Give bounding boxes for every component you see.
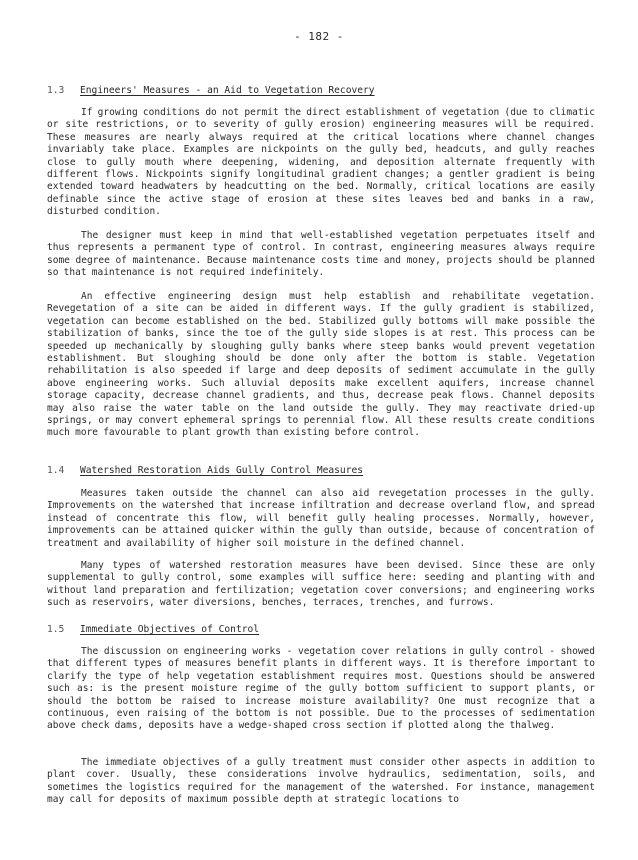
section-heading-1-4 [47,465,363,476]
section-number: 1.4 [47,465,65,476]
section-heading-1-3 [47,85,375,96]
paragraph: The discussion on engineering works - vegetation cover relations in gully control - showed that different types of measures benefit plants in different ways. It is therefore important to clarify the type of help vegetation establishment requires most. Questions should be answered such as: is the present moisture regime of the gully bottom sufficient to support plants, or should the bottom be raised to increase moisture availability? One must recognize that a continuous, even raising of the bottom is not possible. Due to the processes of sedimentation above check dams, deposits have a wedge-shaped cross section if plotted along the thalweg. [47,646,595,732]
section-title: Engineers' Measures - an Aid to Vegetation Recovery [80,85,375,96]
page-number: - 182 - [294,30,344,43]
paragraph: Many types of watershed restoration measures have been devised. Since these are only supplemental to gully control, some examples will suffice here: seeding and planting with and without land preparation and fertilization; vegetation cover conversions; and engineering works such as reservoirs, water diversions, benches, terraces, trenches, and furrows. [47,560,595,609]
paragraph: If growing conditions do not permit the direct establishment of vegetation (due to climatic or site restrictions, or to severity of gully erosion) engineering measures will be required. These measures are nearly always required at the critical locations where channel changes invariably take place. Examples are nickpoints on the gully bed, headcuts, and gully reaches close to gully mouth where deepening, widening, and deposition alternate frequently with different flows. Nickpoints signify longitudinal gradient changes; a gentler gradient is being extended toward headwaters by headcutting on the bed. Normally, critical locations are easily definable since the active stage of erosion at these sites leaves bed and banks in a raw, disturbed condition. [47,107,595,218]
paragraph: The immediate objectives of a gully treatment must consider other aspects in addition to plant cover. Usually, these considerations involve hydraulics, sedimentation, soils, and sometimes the logistics required for the management of the watershed. For instance, management may call for deposits of maximum possible depth at strategic locations to [47,757,595,806]
paragraph: The designer must keep in mind that well-established vegetation perpetuates itself and thus represents a permanent type of control. In contrast, engineering measures always require some degree of maintenance. Because maintenance costs time and money, projects should be planned so that maintenance is not required indefinitely. [47,230,595,279]
section-title: Watershed Restoration Aids Gully Control Measures [80,465,364,476]
section-heading-1-5 [47,624,259,635]
section-number: 1.5 [47,624,65,635]
section-number: 1.3 [47,85,65,96]
paragraph: An effective engineering design must help establish and rehabilitate vegetation. Revegetation of a site can be aided in different ways. If the gully gradient is stabilized, vegetation can become established on the bed. Stabilized gully bottoms will make possible the stabilization of banks, since the toe of the gully side slopes is at rest. This process can be speeded up mechanically by sloughing gully banks where steep banks would prevent vegetation establishment. But sloughing should be done only after the bottom is stable. Vegetation rehabilitation is also speeded if large and deep deposits of sediment accumulate in the gully above engineering works. Such alluvial deposits make excellent aquifers, increase channel storage capacity, decrease channel gradients, and thus, decrease peak flows. Channel deposits may also raise the water table on the land outside the gully. They may reactivate dried-up springs, or may convert ephemeral springs to perennial flow. All these results create conditions much more favourable to plant growth than existing before control. [47,291,595,439]
section-title: Immediate Objectives of Control [80,624,260,635]
paragraph: Measures taken outside the channel can also aid revegetation processes in the gully. Improvements on the watershed that increase infiltration and decrease overland flow, and spread instead of concentrate this flow, will benefit gully healing processes. Normally, however, improvements can be attained quicker within the gully than outside, because of concentration of treatment and availability of higher soil moisture in the defined channel. [47,488,595,549]
